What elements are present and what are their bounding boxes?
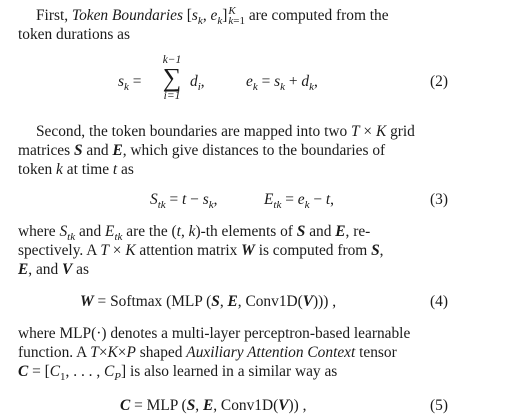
equation-2 — [0, 52, 506, 112]
paragraph-auxiliary-context — [18, 324, 470, 384]
equation-4 — [0, 292, 506, 312]
paragraph-4-line-2: function. A T×K×P shaped Auxiliary Attention Context tensor — [18, 344, 397, 361]
paragraph-4-line-1: where MLP(·) denotes a multi-layer perceptron-based learnable — [18, 325, 411, 342]
sum-upper-limit: k−1 — [162, 54, 182, 66]
equation-3-number: (3) — [430, 191, 448, 208]
equation-3-etk: $E_{tk} = e_k - t$, — [264, 191, 335, 212]
paragraph-grid-matrices — [18, 122, 470, 179]
equation-2-number: (2) — [430, 73, 448, 90]
paragraph-4-line-3: $C = [C_1$, . . . , $C_P$] is also learned in a similar way as — [18, 363, 338, 384]
paragraph-attention-matrix — [18, 222, 470, 279]
equation-2-sum — [158, 54, 186, 102]
paragraph-3-line-3: E, and V as — [18, 261, 89, 278]
equation-2-lhs: $s_k$ = — [118, 73, 142, 94]
sum-lower-limit: i=1 — [163, 90, 181, 102]
equation-3 — [0, 190, 506, 210]
paragraph-2-line-1: Second, the token boundaries are mapped into two T × K grid — [36, 123, 415, 140]
paragraph-1-line-2: token durations as — [18, 26, 130, 43]
paragraph-3-line-2: spectively. A T × K attention matrix W is computed from S, — [18, 242, 384, 259]
paragraph-2-line-3: token k at time t as — [18, 161, 134, 178]
equation-5-body: C = MLP (S, E, Conv1D(V)) , — [120, 397, 307, 414]
paragraph-token-boundaries — [18, 6, 470, 44]
equation-4-body: W = Softmax (MLP (S, E, Conv1D(V))) , — [80, 293, 337, 310]
equation-4-number: (4) — [430, 293, 448, 310]
sum-symbol: ∑ — [162, 63, 182, 92]
paragraph-2-line-2: matrices S and E, which give distances to the boundaries of — [18, 142, 386, 159]
paragraph-3-line-1: where $S_{tk}$ and $E_{tk}$ are the (t, k)-th elements of S and E, re- — [18, 223, 371, 244]
equation-3-stk: $S_{tk} = t - s_k$, — [150, 191, 218, 212]
equation-2-rhs: $d_i$, — [190, 73, 205, 94]
equation-2-ek: $e_k = s_k + d_k$, — [246, 73, 318, 94]
paragraph-1-line-1: First, Token Boundaries [$s_k$, $e_k$] K k=1 are computed from the — [36, 5, 389, 28]
equation-5 — [0, 396, 506, 416]
equation-5-number: (5) — [430, 397, 448, 414]
